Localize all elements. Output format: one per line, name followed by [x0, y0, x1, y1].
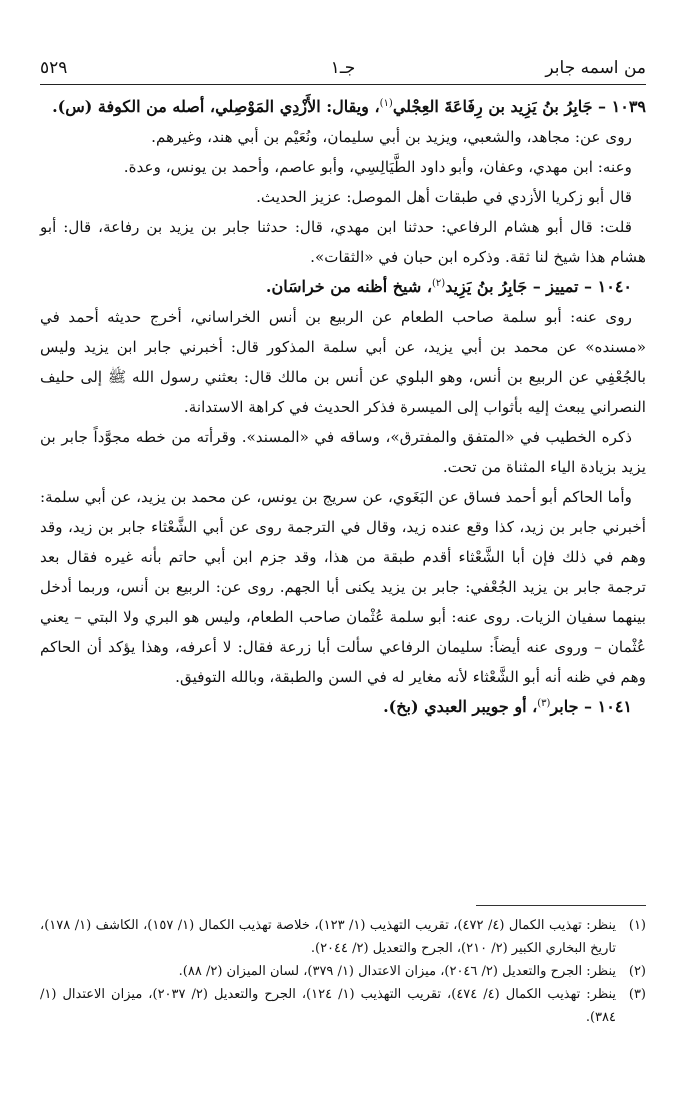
- page-header: [40, 54, 646, 84]
- footnote: [40, 960, 646, 983]
- section-title: من اسمه جابر: [545, 58, 646, 78]
- entry-1039-teachers: روى عن: مجاهد، والشعبي، ويزيد بن أبي سليمان، ونُعَيْم بن أبي هند، وغيرهم.: [151, 128, 632, 146]
- book-page: [40, 0, 646, 1100]
- entry-1039-assessment: قال أبو زكريا الأزدي في طبقات أهل الموصل: عزيز الحديث.: [256, 188, 632, 206]
- footnote-number: (٢): [628, 964, 646, 979]
- entry-1041-heading: ١٠٤١ – جابر$^{(٣)}$، أو جويبر العبدي (بخ).: [383, 697, 632, 716]
- entry-1039-heading: ١٠٣٩ – جَابِرُ بنُ يَزِيد بن رِفَاعَةَ العِجْلي$^{(١)}$، ويقال: الأَزْدِي المَوْصِلي، أصله من الكوفة (س).: [52, 97, 646, 116]
- footnotes: [40, 914, 646, 1029]
- page-body: [40, 92, 646, 722]
- footnote-ref-3: (٣): [537, 697, 551, 709]
- footnote-text: ينظر: الجرح والتعديل (٢/ ٢٠٤٦)، ميزان الاعتدال (١/ ٣٧٩)، لسان الميزان (٢/ ٨٨).: [178, 964, 616, 979]
- footnote-text: ينظر: تهذيب الكمال (٤/ ٤٧٤)، تقريب التهذيب (١/ ١٢٤)، الجرح والتعديل (٢/ ٢٠٣٧)، ميزان الاعتدال (١/ ٣٨٤).: [40, 987, 617, 1025]
- footnote-number: (٣): [628, 987, 646, 1002]
- footnote: [40, 983, 646, 1029]
- footnote: [40, 914, 646, 960]
- entry-1039-students: وعنه: ابن مهدي، وعفان، وأبو داود الطَّيَالِسِي، وأبو عاصم، وأحمد بن يونس، وعدة.: [123, 158, 632, 176]
- footnote-divider: [476, 905, 646, 906]
- page-number: ٥٢٩: [40, 58, 68, 78]
- footnote-ref-2: (٢): [432, 277, 446, 289]
- entry-1040-hakim: وأما الحاكم أبو أحمد فساق عن البَغَوي، عن سريج بن يونس، عن محمد بن يزيد، عن أبي سلمة: أخبرني جابر بن زيد، كذا وقع عنده زيد، وقال في الترجمة روى عن أبي الشَّعْثاء جابر بن زيد، وقد وهم في ذلك فإن أبا الشَّعْثاء أقدم طبقة من هذا، وقد جزم ابن أبي حاتم بأنه غيره فقال بعد ترجمة جابر بن يزيد الجُعْفي: جابر بن يزيد يكنى أبا الجهم. روى عن: الربيع بن أنس، وربما أدخل بينهما سفيان الزيات. روى عنه: أبو سلمة عُثْمان صاحب الطعام، وليس هو البري ولا البتي – يعني عُثْمان – وروى عنه أيضاً: سليمان الرفاعي سألت أبا زرعة فقال: لا أعرفه، وهذا يؤكد أن الحاكم وهم في ظنه أنه أبو الشَّعْثاء لأنه مغاير له في السن والطبقة، وبالله التوفيق.: [40, 488, 646, 686]
- entry-1040-narration: روى عنه: أبو سلمة صاحب الطعام عن الربيع بن أنس الخراساني، أخرج حديثه أحمد في «مسنده» عن محمد بن أبي يزيد، عن أبي سلمة المذكور قال: أخبرني جابر ابن يزيد وليس بالجُعْفِي عن الربيع بن أنس، وهو البلوي عن أنس بن مالك قال: بعثني رسول الله ﷺ إلى حليف النصراني يبعث إليه بأثواب إلى الميسرة فذكر الحديث في كراهة الاستدانة.: [40, 308, 646, 416]
- header-divider: [40, 84, 646, 85]
- footnote-ref-1: (١): [379, 97, 393, 109]
- footnote-text: ينظر: تهذيب الكمال (٤/ ٤٧٢)، تقريب التهذيب (١/ ١٢٣)، خلاصة تهذيب الكمال (١/ ١٥٧)، الكاشف (١/ ١٧٨)، تاريخ البخاري الكبير (٢/ ٢١٠)، الجرح والتعديل (٢/ ٢٠٤٤).: [40, 918, 617, 956]
- volume-label: جـ١: [330, 58, 356, 78]
- entry-1039-remark: قلت: قال أبو هشام الرفاعي: حدثنا ابن مهدي، قال: حدثنا جابر بن يزيد بن رفاعة، قال: أبو هشام هذا شيخ لنا ثقة. وذكره ابن حبان في «الثقات».: [40, 218, 646, 266]
- entry-1040-heading: ١٠٤٠ – تمييز – جَابِرُ بنُ يَزِيد$^{(٢)}$، شيخ أظنه من خراسَان.: [265, 277, 632, 296]
- entry-1040-khatib: ذكره الخطيب في «المتفق والمفترق»، وساقه في «المسند». وقرأته من خطه مجوَّداً جابر بن يزيد بزيادة الياء المثناة من تحت.: [40, 428, 646, 476]
- footnote-number: (١): [628, 918, 646, 933]
